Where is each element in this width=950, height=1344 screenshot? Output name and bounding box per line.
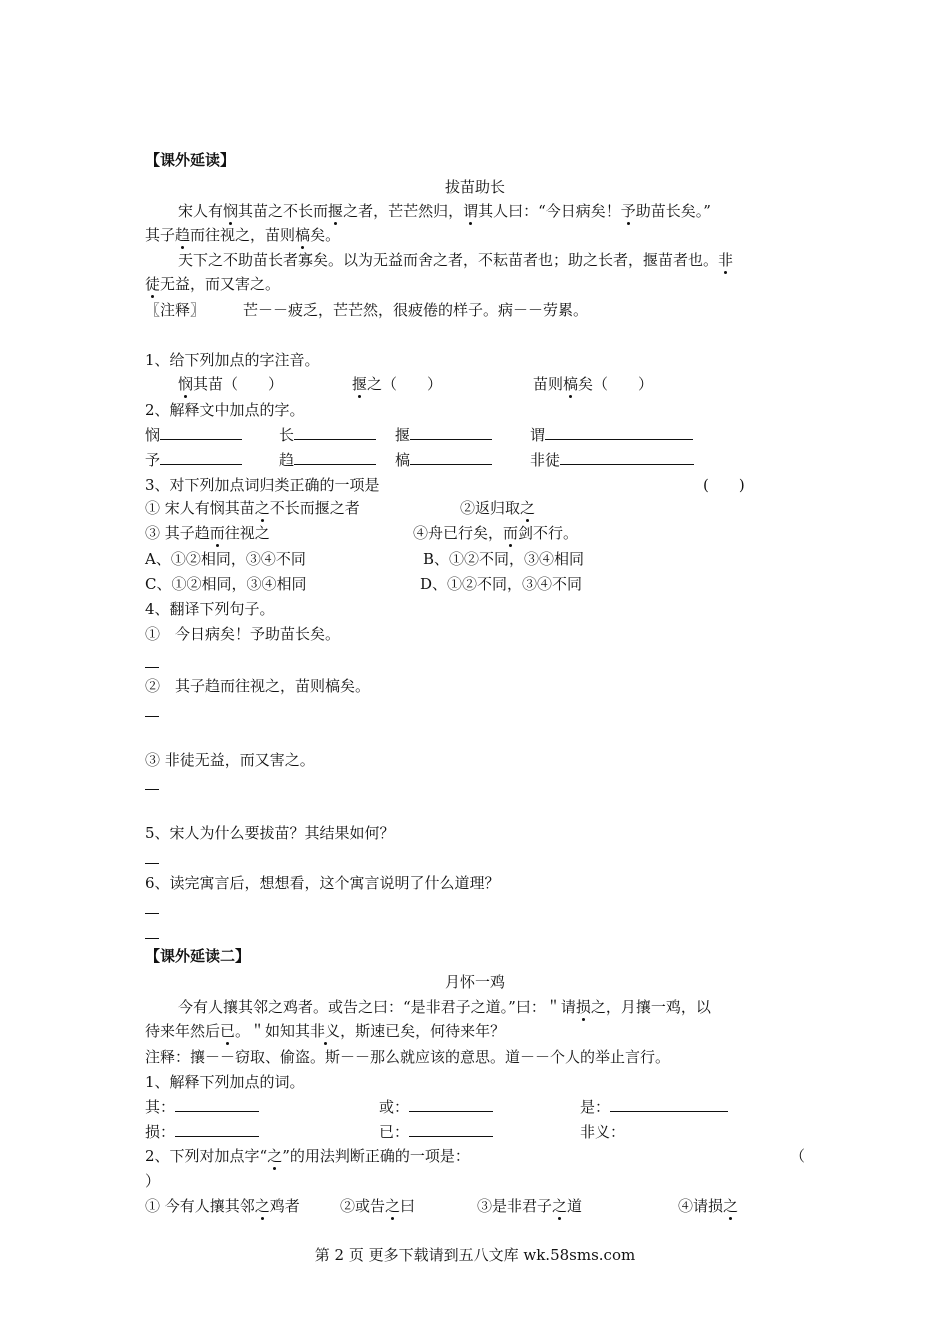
q2-row: 长: [279, 425, 376, 445]
answer-blank[interactable]: [409, 1097, 493, 1112]
answer-line[interactable]: [145, 938, 159, 939]
sentence: ② 其子趋而往视之，苗则槁矣。: [145, 677, 371, 695]
sentence: ① 今日病矣！予助苗长矣。: [145, 625, 341, 643]
q1-item: 揠之（ ）: [352, 375, 443, 393]
answer-blank[interactable]: [610, 1097, 728, 1112]
answer-line[interactable]: [145, 863, 159, 864]
q3-option: ③ 其子趋而往视之: [145, 524, 270, 542]
passage-line: 宋人有悯其苗之不长而揠之者，芒芒然归，谓其人曰：“今日病矣！予助苗长矣。”: [178, 202, 711, 220]
passage-title: 月怀一鸡: [444, 973, 505, 991]
q1-item: 苗则槁矣（ ）: [533, 375, 654, 393]
s2q2-option: ① 今有人攘其邻之鸡者: [145, 1197, 300, 1215]
passage-line: 天下之不助苗长者寡矣。以为无益而舍之者，不耘苗者也；助之长者，揠苗者也。非: [178, 251, 734, 269]
choice-c[interactable]: C、①②相同，③④相同: [145, 575, 307, 593]
s2q2-option: ④请损之: [678, 1197, 739, 1215]
answer-paren-close[interactable]: ）: [145, 1172, 161, 1190]
question-title: 4、翻译下列句子。: [145, 600, 275, 618]
answer-blank[interactable]: [294, 450, 376, 465]
question-title: 1、解释下列加点的词。: [145, 1073, 305, 1091]
answer-blank[interactable]: [410, 450, 492, 465]
question-title: 1、给下列加点的字注音。: [145, 351, 320, 369]
page-footer: 第 2 页 更多下载请到五八文库 wk.58sms.com: [314, 1246, 636, 1264]
answer-line[interactable]: [145, 716, 159, 717]
passage-line: 今有人攘其邻之鸡者。或告之曰：“是非君子之道。”曰：＂请损之，月攘一鸡，以: [178, 998, 711, 1016]
answer-blank[interactable]: [409, 1122, 493, 1137]
question-title: 2、解释文中加点的字。: [145, 401, 305, 419]
vocab-item: 或：: [379, 1097, 493, 1117]
passage-title: 拔苗助长: [444, 178, 505, 196]
answer-blank[interactable]: [175, 1097, 259, 1112]
answer-blank[interactable]: [175, 1122, 259, 1137]
passage-line: 待来年然后已。＂如知其非义，斯速已矣，何待来年？: [145, 1022, 506, 1040]
q3-option: ① 宋人有悯其苗之不长而揠之者: [145, 499, 360, 517]
q3-option: ④舟已行矣，而剑不行。: [413, 524, 579, 542]
q3-option: ②返归取之: [460, 499, 536, 517]
choice-a[interactable]: A、①②相同，③④不同: [145, 550, 306, 568]
question-title: 6、读完寓言后，想想看，这个寓言说明了什么道理？: [145, 874, 500, 892]
section-header: 【课外延读二】: [145, 947, 251, 965]
answer-line[interactable]: [145, 667, 159, 668]
q1-item: 悯其苗（ ）: [178, 375, 284, 393]
choice-d[interactable]: D、①②不同，③④不同: [420, 575, 583, 593]
answer-paren-open[interactable]: （: [790, 1147, 806, 1165]
answer-blank[interactable]: [410, 425, 492, 440]
q2-row: 槁: [395, 450, 492, 470]
q2-row: 趋: [279, 450, 376, 470]
sentence: ③ 非徒无益，而又害之。: [145, 751, 315, 769]
question-title: 2、下列对加点字“之”的用法判断正确的一项是：: [145, 1147, 470, 1165]
answer-paren[interactable]: ( ): [703, 476, 745, 494]
question-title: 5、宋人为什么要拔苗？其结果如何？: [145, 824, 395, 842]
answer-line[interactable]: [145, 913, 159, 914]
answer-blank[interactable]: [560, 450, 694, 465]
choice-b[interactable]: B、①②不同，③④相同: [423, 550, 585, 568]
note-line: 〖注释〗 芒－－疲乏，芒芒然，很疲倦的样子。病－－劳累。: [145, 301, 589, 319]
s2q2-option: ②或告之曰: [340, 1197, 416, 1215]
vocab-item: 损：: [145, 1122, 259, 1142]
vocab-item: 是：: [580, 1097, 728, 1117]
q2-row: 非徒: [530, 450, 694, 470]
answer-line[interactable]: [145, 789, 159, 790]
q2-row: 谓: [530, 425, 693, 445]
section-header: 【课外延读】: [145, 151, 236, 169]
answer-blank[interactable]: [545, 425, 693, 440]
answer-blank[interactable]: [294, 425, 376, 440]
vocab-item: 非义：: [580, 1123, 626, 1141]
q2-row: 揠: [395, 425, 492, 445]
note-line: 注释：攘－－窃取、偷盗。斯－－那么就应该的意思。道－－个人的举止言行。: [145, 1048, 671, 1066]
answer-blank[interactable]: [160, 425, 242, 440]
q2-row: 予: [145, 450, 242, 470]
question-title: 3、对下列加点词归类正确的一项是: [145, 476, 380, 494]
s2q2-option: ③是非君子之道: [477, 1197, 583, 1215]
answer-blank[interactable]: [160, 450, 242, 465]
vocab-item: 已：: [379, 1122, 493, 1142]
q2-row: 悯: [145, 425, 242, 445]
passage-line: 徒无益，而又害之。: [145, 275, 281, 293]
passage-line: 其子趋而往视之，苗则槁矣。: [145, 226, 341, 244]
vocab-item: 其：: [145, 1097, 259, 1117]
